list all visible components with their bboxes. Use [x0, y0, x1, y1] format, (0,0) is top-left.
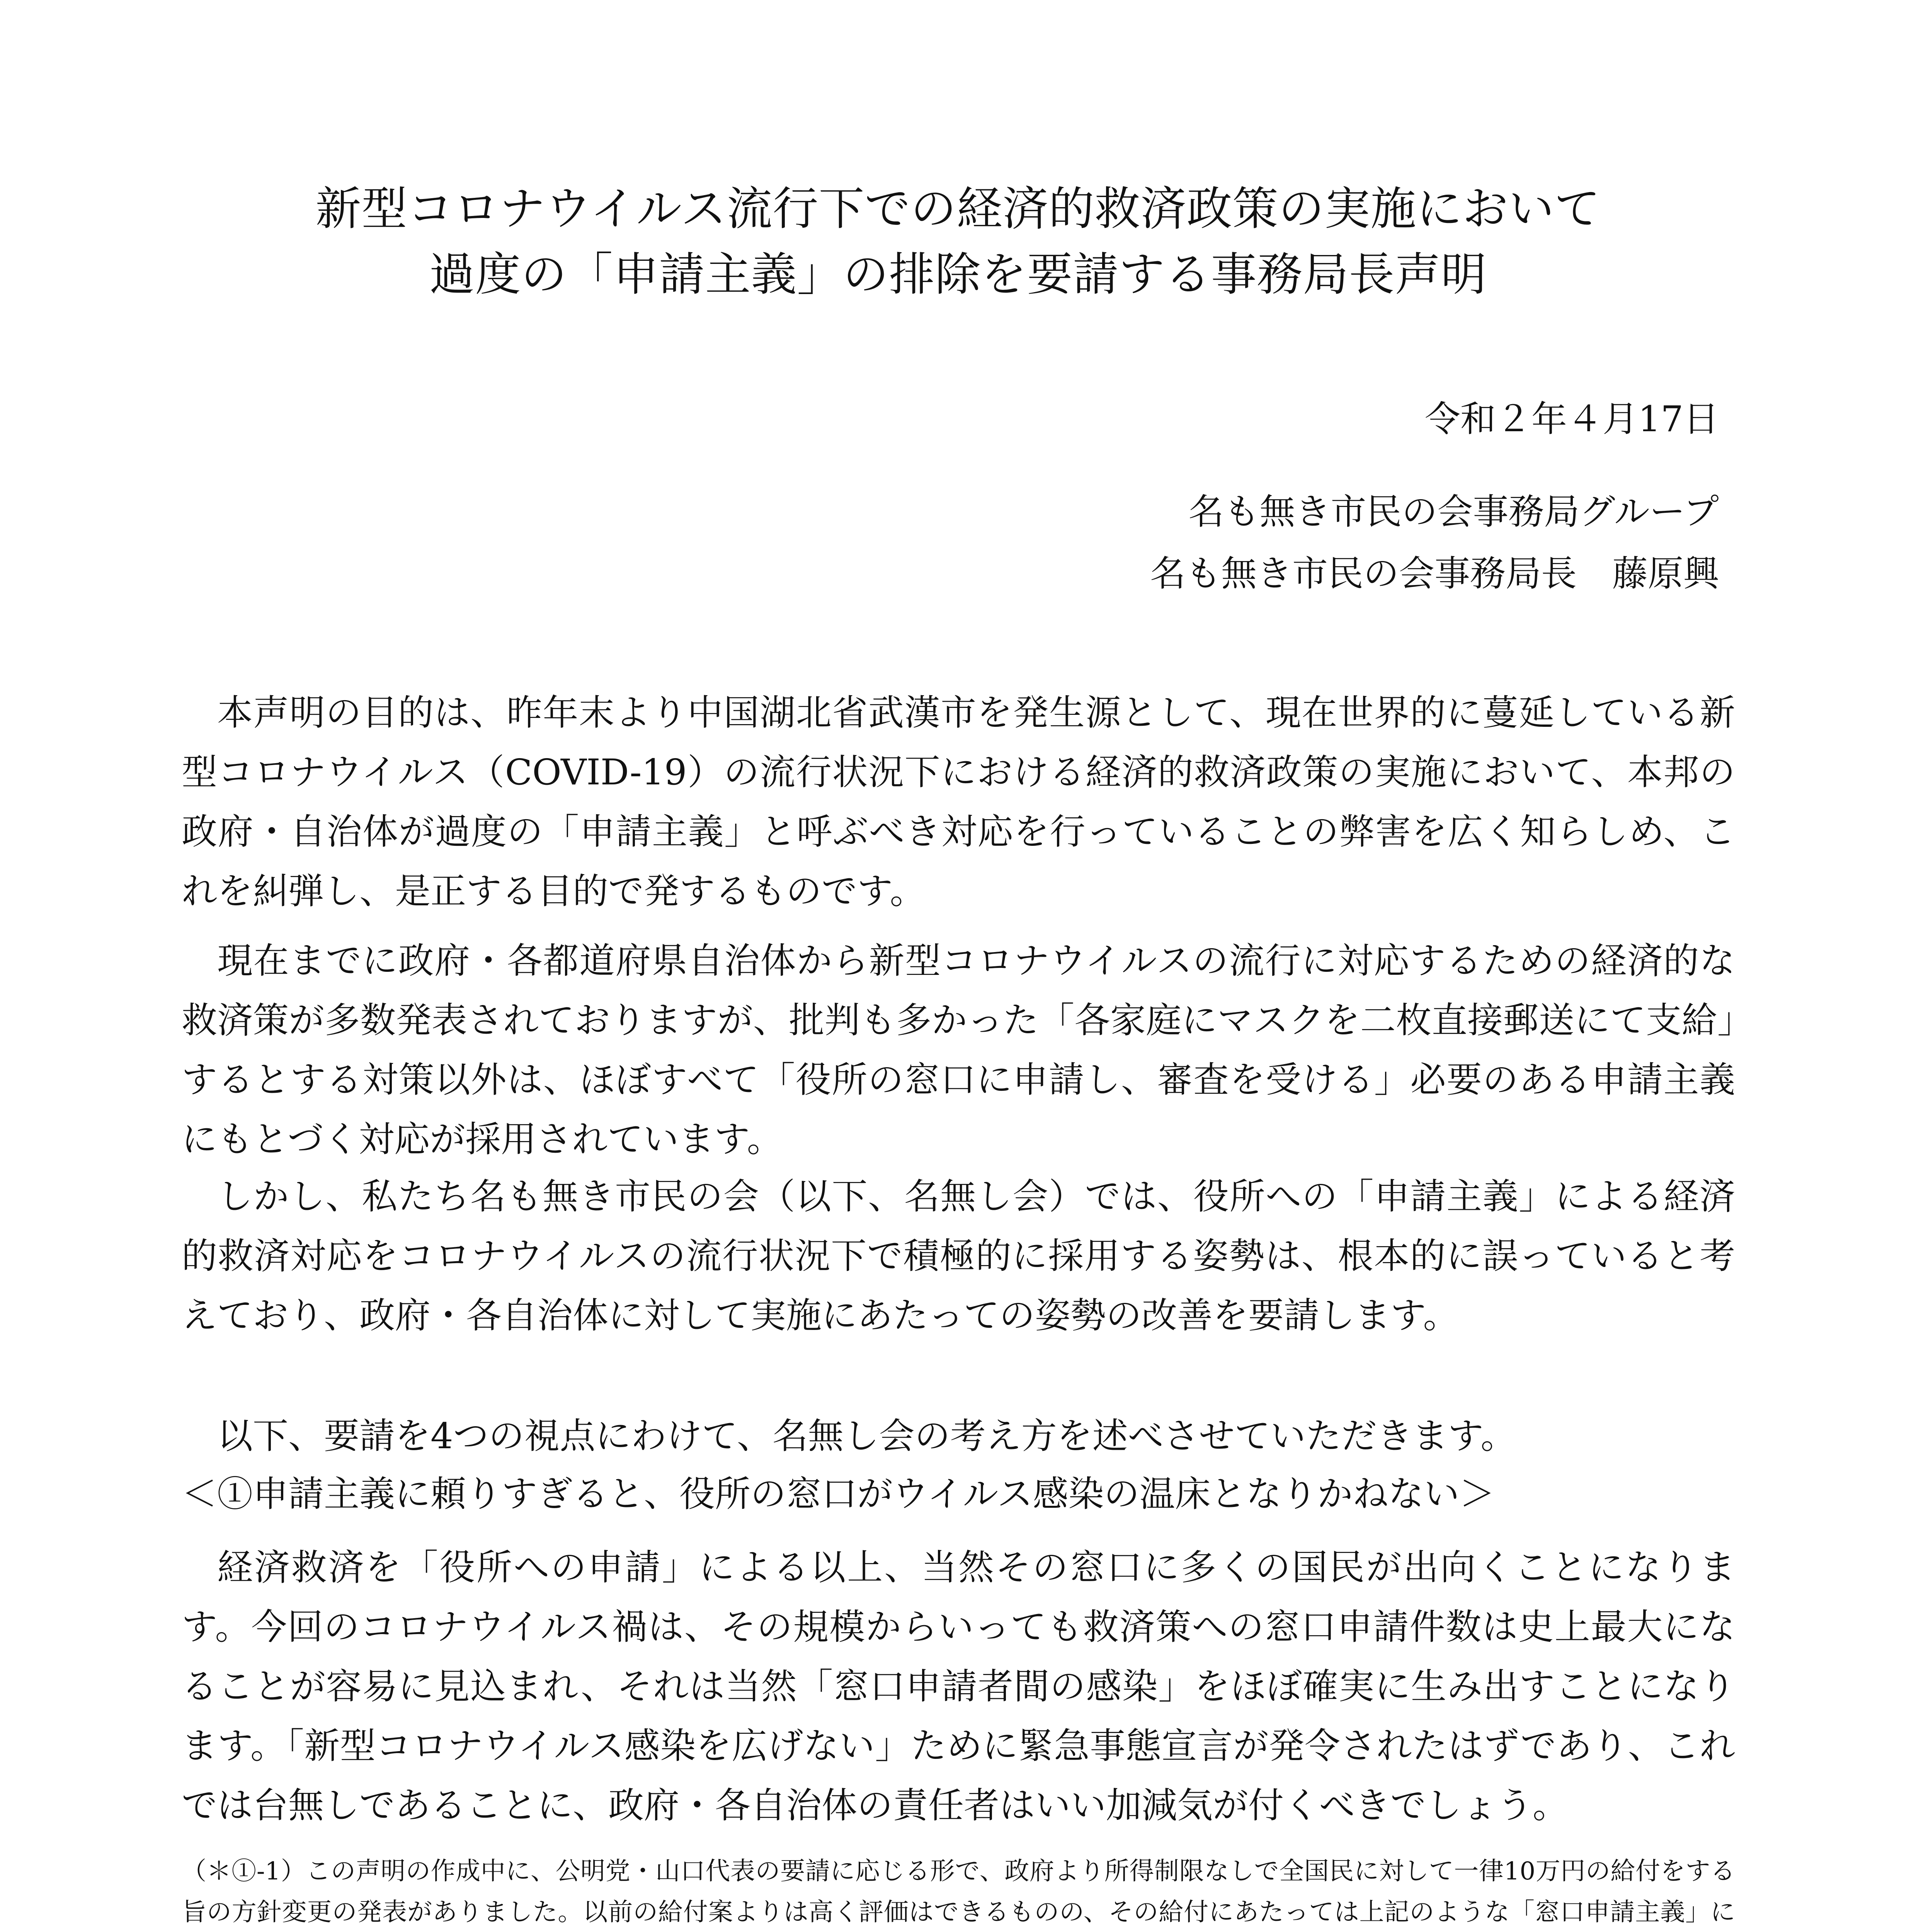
paragraph-text: 現在までに政府・各都道府県自治体から新型コロナウイルスの流行に対応するための経済的な救済策が多数発表されておりますが、批判も多かった「各家庭にマスクを二枚直接郵送にて支給」するとする対策以外は、ほぼすべて「役所の窓口に申請し、審査を受ける」必要のある申請主義にもとづく対応が採用されています。 [182, 940, 1735, 1160]
document-title-line-2: 過度の「申請主義」の排除を要請する事務局長声明 [429, 248, 1487, 301]
paragraph-text: 本声明の目的は、昨年末より中国湖北省武漢市を発生源として、現在世界的に蔓延している新型コロナウイルス（COVID-19）の流行状況下における経済的救済政策の実施において、本邦の政府・自治体が過度の「申請主義」と呼ぶべき対応を行っていることの弊害を広く知らしめ、これを糾弾し、是正する目的で発するものです。 [182, 692, 1735, 912]
issuer-group: 名も無き市民の会事務局グループ [1188, 491, 1719, 532]
section-heading-1 [182, 1464, 1735, 1524]
issuer-person: 名も無き市民の会事務局長 藤原興 [1150, 553, 1719, 594]
paragraph-text: しかし、私たち名も無き市民の会（以下、名無し会）では、役所への「申請主義」による経済的救済対応をコロナウイルスの流行状況下で積極的に採用する姿勢は、根本的に誤っていると考えており、政府・各自治体に対して実施にあたっての姿勢の改善を要請します。 [182, 1176, 1735, 1336]
document-title-line-1: 新型コロナウイルス流行下での経済的救済政策の実施において [315, 182, 1601, 235]
paragraph-four-viewpoints [182, 1406, 1735, 1466]
paragraph-text: 以下、要請を4つの視点にわけて、名無し会の考え方を述べさせていただきます。 [217, 1415, 1516, 1457]
footnote-text: （＊①-1）この声明の作成中に、公明党・山口代表の要請に応じる形で、政府より所得制限なしで全国民に対して一律10万円の給付をする旨の方針変更の発表がありました。以前の給付案よりは高く評価はできるものの、その給付にあたっては上記のような「窓口申請主義」に [182, 1857, 1735, 1927]
paragraph-infection-risk [182, 1538, 1735, 1835]
paragraph-purpose [182, 683, 1735, 921]
document-date: 令和２年４月17日 [1424, 398, 1719, 440]
paragraph-text: 経済救済を「役所への申請」による以上、当然その窓口に多くの国民が出向くことになります。今回のコロナウイルス禍は、その規模からいっても救済策への窓口申請件数は史上最大になることが容易に見込まれ、それは当然「窓口申請者間の感染」をほぼ確実に生み出すことになります。「新型コロナウイルス感染を広げない」ために緊急事態宣言が発令されたはずであり、これでは台無しであることに、政府・各自治体の責任者はいい加減気が付くべきでしょう。 [182, 1547, 1735, 1826]
section-heading-text: ＜①申請主義に頼りすぎると、役所の窓口がウイルス感染の温床となりかねない＞ [182, 1473, 1495, 1515]
footnote-1 [182, 1851, 1735, 1932]
paragraph-position [182, 1167, 1735, 1345]
paragraph-current-measures [182, 931, 1735, 1169]
